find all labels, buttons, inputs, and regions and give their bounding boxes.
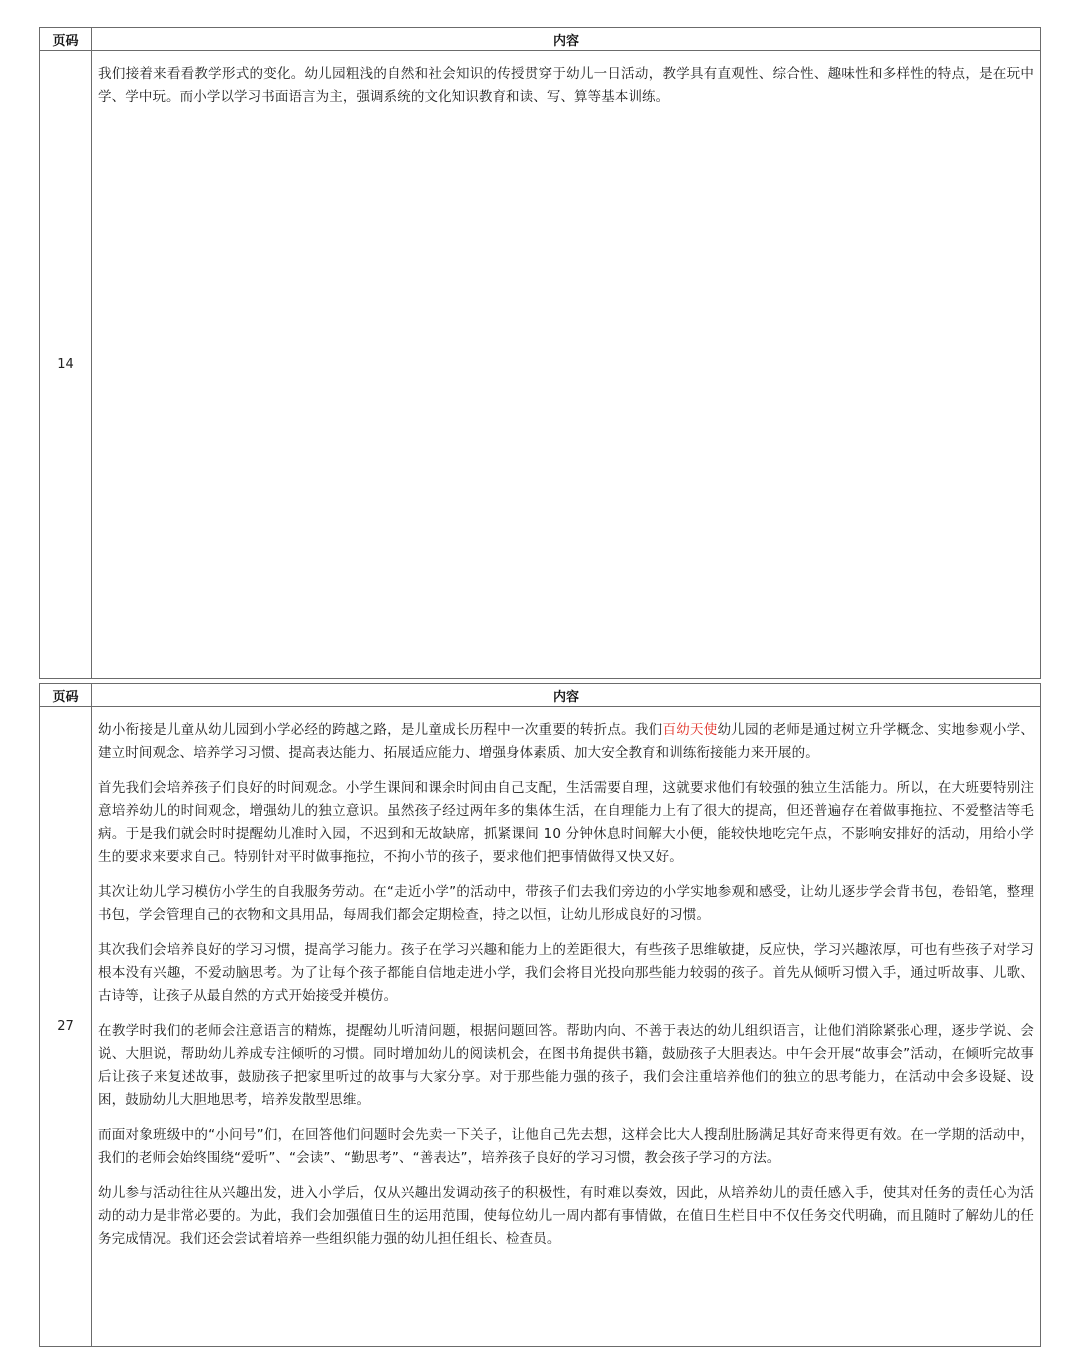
intro-text-after: 幼儿园的老师是通过树立升学概念、实地参观小学、建立时间观念、培养学习习惯、提高表达能力、拓展适应能力、增强身体素质、加大安全教育和训练衔接能力来开展的。 [98, 722, 1034, 761]
highlighted-kindergarten-name: 百幼天使 [662, 722, 718, 738]
intro-text-before: 幼小衔接是儿童从幼儿园到小学必经的跨越之路，是儿童成长历程中一次重要的转折点。我们 [98, 722, 663, 738]
content-cell [92, 51, 1041, 679]
page-number: 14 [40, 51, 92, 679]
content-table-page-27 [39, 683, 1041, 1347]
page-column-header: 页码 [40, 28, 92, 51]
page-column-header: 页码 [40, 684, 92, 707]
paragraph: 幼儿参与活动往往从兴趣出发，进入小学后，仅从兴趣出发调动孩子的积极性，有时难以奏效，因此，从培养幼儿的责任感入手，使其对任务的责任心为活动的动力是非常必要的。为此，我们会加强值日生的运用范围，使每位幼儿一周内都有事情做，在值日生栏目中不仅任务交代明确，而且随时了解幼儿的任务完成情况。我们还会尝试着培养一些组织能力强的幼儿担任组长、检查员。 [98, 1185, 1034, 1247]
paragraph: 其次我们会培养良好的学习习惯，提高学习能力。孩子在学习兴趣和能力上的差距很大，有些孩子思维敏捷，反应快，学习兴趣浓厚，可也有些孩子对学习根本没有兴趣，不爱动脑思考。为了让每个孩子都能自信地走进小学，我们会将目光投向那些能力较弱的孩子。首先从倾听习惯入手，通过听故事、儿歌、古诗等，让孩子从最自然的方式开始接受并模仿。 [98, 942, 1034, 1004]
paragraph: 而面对象班级中的“小问号”们，在回答他们问题时会先卖一下关子，让他自己先去想，这样会比大人搜刮肚肠满足其好奇来得更有效。在一学期的活动中，我们的老师会始终围绕“爱听”、“会读”、“勤思考”、“善表达”，培养孩子良好的学习习惯，教会孩子学习的方法。 [98, 1127, 1034, 1166]
content-cell [92, 707, 1041, 1347]
paragraph: 在教学时我们的老师会注意语言的精炼，提醒幼儿听清问题，根据问题回答。帮助内向、不善于表达的幼儿组织语言，让他们消除紧张心理，逐步学说、会说、大胆说，帮助幼儿养成专注倾听的习惯。同时增加幼儿的阅读机会，在图书角提供书籍，鼓励孩子大胆表达。中午会开展“故事会”活动，在倾听完故事后让孩子来复述故事，鼓励孩子把家里听过的故事与大家分享。对于那些能力强的孩子，我们会注重培养他们的独立的思考能力，在活动中会多设疑、设困，鼓励幼儿大胆地思考，培养发散型思维。 [98, 1023, 1034, 1108]
content-column-header: 内容 [92, 684, 1041, 707]
page-number: 27 [40, 707, 92, 1347]
table-header-row [40, 684, 1041, 707]
table-header-row [40, 28, 1041, 51]
intro-paragraph [98, 719, 1034, 765]
paragraph: 我们接着来看看教学形式的变化。幼儿园粗浅的自然和社会知识的传授贯穿于幼儿一日活动，教学具有直观性、综合性、趣味性和多样性的特点，是在玩中学、学中玩。而小学以学习书面语言为主，强调系统的文化知识教育和读、写、算等基本训练。 [98, 66, 1034, 105]
paragraph: 首先我们会培养孩子们良好的时间观念。小学生课间和课余时间由自己支配，生活需要自理，这就要求他们有较强的独立生活能力。所以，在大班要特别注意培养幼儿的时间观念，增强幼儿的独立意识。虽然孩子经过两年多的集体生活，在自理能力上有了很大的提高，但还普遍存在着做事拖拉、不爱整洁等毛病。于是我们就会时时提醒幼儿准时入园，不迟到和无故缺席，抓紧课间 10 分钟休息时间解大小便，能较快地吃完午点，不影响安排好的活动，用给小学生的要求来要求自己。特别针对平时做事拖拉，不拘小节的孩子，要求他们把事情做得又快又好。 [98, 780, 1034, 865]
content-table-page-14 [39, 27, 1041, 679]
paragraph: 其次让幼儿学习模仿小学生的自我服务劳动。在“走近小学”的活动中，带孩子们去我们旁边的小学实地参观和感受，让幼儿逐步学会背书包，卷铅笔，整理书包，学会管理自己的衣物和文具用品，每周我们都会定期检查，持之以恒，让幼儿形成良好的习惯。 [98, 884, 1034, 923]
table-row [40, 51, 1041, 679]
content-column-header: 内容 [92, 28, 1041, 51]
table-row [40, 707, 1041, 1347]
